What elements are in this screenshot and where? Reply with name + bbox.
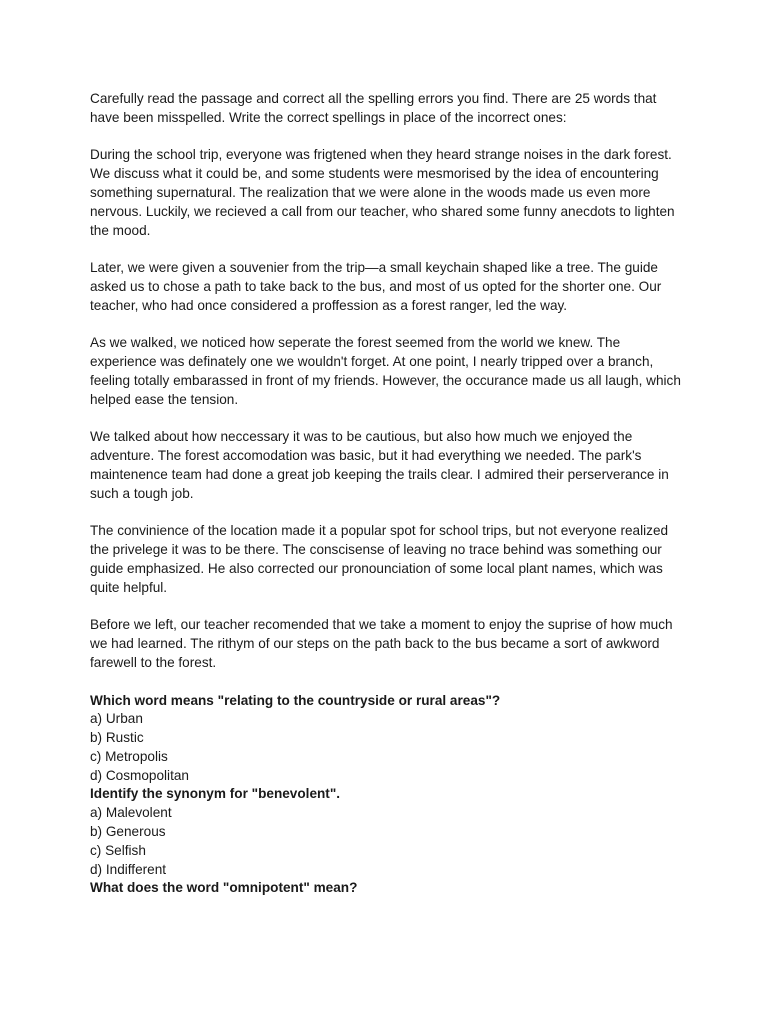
passage-paragraph-2: Later, we were given a souvenier from the trip—a small keychain shaped like a tree. The guide asked us to chose a path to take back to the bus, and most of us opted for the shorter one. Our teacher, who had once considered a proffession as a forest ranger, led the way. <box>90 260 662 313</box>
passage-paragraph-6: Before we left, our teacher recomended that we take a moment to enjoy the suprise of how much we had learned. The rithym of our steps on the path back to the bus became a sort of awkword farewell to the forest. <box>90 617 673 670</box>
passage-paragraph-1: During the school trip, everyone was frigtened when they heard strange noises in the dark forest. We discuss what it could be, and some students were mesmorised by the idea of encountering something supernatural. The realization that we were alone in the woods made us even more nervous. Luckily, we recieved a call from our teacher, who shared some funny anecdots to lighten the mood. <box>90 147 675 238</box>
question-1-option-d: d) Cosmopolitan <box>90 767 189 783</box>
vocabulary-quiz <box>90 692 684 899</box>
document-page <box>90 90 684 898</box>
question-2: Identify the synonym for "benevolent". <box>90 786 341 802</box>
instructions-paragraph: Carefully read the passage and correct all the spelling errors you find. There are 25 words that have been misspelled. Write the correct spellings in place of the incorrect ones: <box>90 91 657 125</box>
passage-paragraph-5: The convinience of the location made it a popular spot for school trips, but not everyone realized the privelege it was to be there. The conscisense of leaving no trace behind was something our guide emphasized. He also corrected our pronounciation of some local plant names, which was quite helpful. <box>90 523 669 595</box>
question-3: What does the word "omnipotent" mean? <box>90 880 358 896</box>
question-2-option-a: a) Malevolent <box>90 805 172 821</box>
question-2-option-d: d) Indifferent <box>90 861 167 877</box>
question-1-option-b: b) Rustic <box>90 730 144 746</box>
question-2-option-b: b) Generous <box>90 824 166 840</box>
passage-paragraph-3: As we walked, we noticed how seperate the forest seemed from the world we knew. The experience was definately one we wouldn't forget. At one point, I nearly tripped over a branch, feeling totally embarassed in front of my friends. However, the occurance made us all laugh, which helped ease the tension. <box>90 335 681 407</box>
question-1-option-a: a) Urban <box>90 711 143 727</box>
question-2-option-c: c) Selfish <box>90 842 146 858</box>
passage-paragraph-4: We talked about how neccessary it was to be cautious, but also how much we enjoyed the adventure. The forest accomodation was basic, but it had everything we needed. The park's maintenence team had done a great job keeping the trails clear. I admired their perserverance in such a tough job. <box>90 429 669 501</box>
question-1: Which word means "relating to the countryside or rural areas"? <box>90 692 501 708</box>
question-1-option-c: c) Metropolis <box>90 748 168 764</box>
